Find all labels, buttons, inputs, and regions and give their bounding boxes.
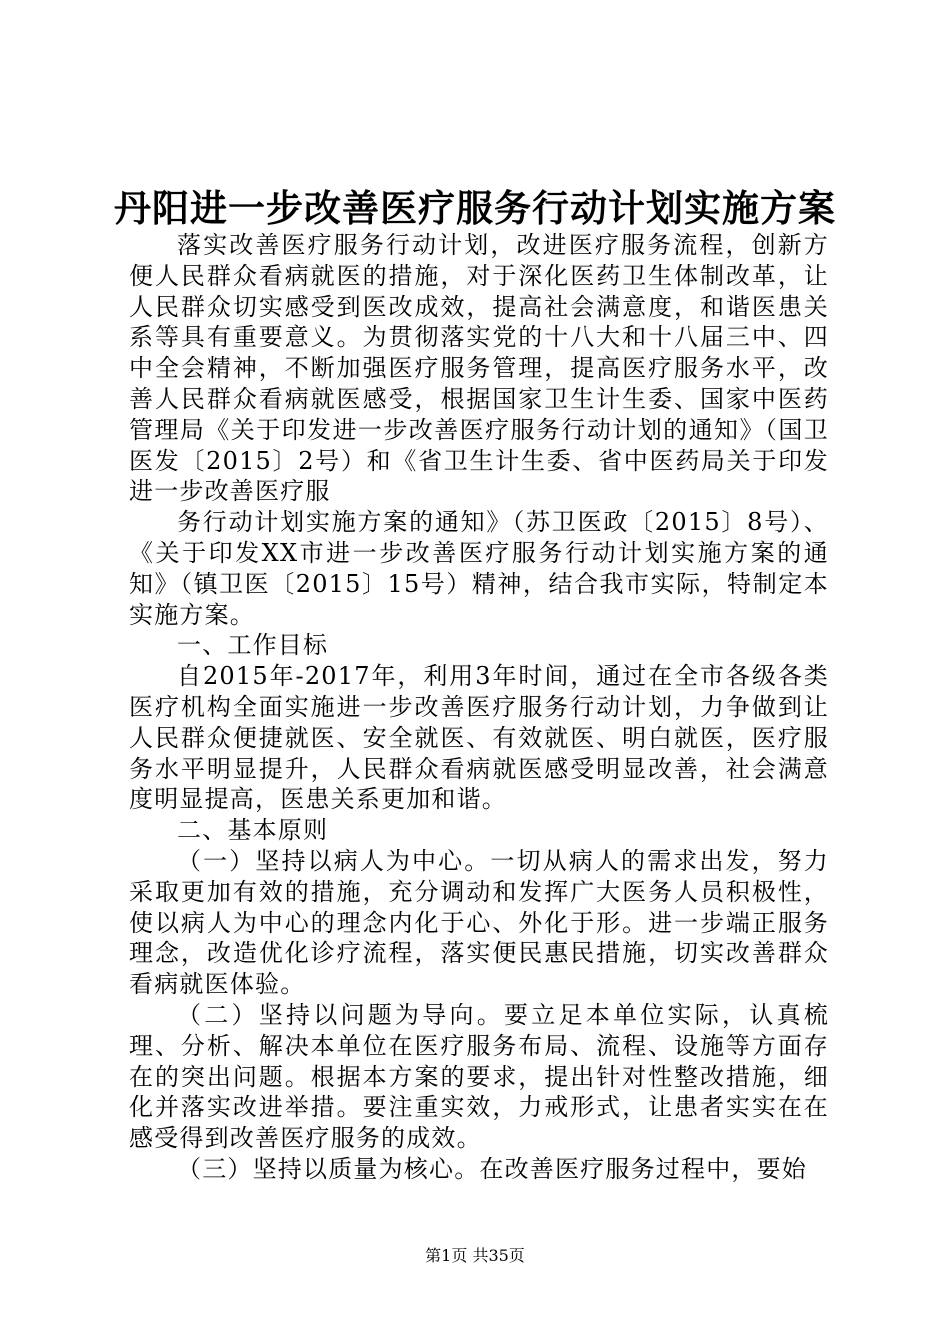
document-title: 丹阳进一步改善医疗服务行动计划实施方案 (114, 186, 836, 230)
section-heading-principles: 二、基本原则 (177, 816, 329, 845)
paragraph-intro-continued: 务行动计划实施方案的通知》（苏卫医政〔2015〕8号）、《关于印发XX市进一步改善医疗服务行动计划实施方案的通知》（镇卫医〔2015〕15号）精神，结合我市实际，特制定本实施方案。 (129, 508, 829, 629)
paragraph-principle-2: （二）坚持以问题为导向。要立足本单位实际，认真梳理、分析、解决本单位在医疗服务布局、流程、设施等方面存在的突出问题。根据本方案的要求，提出针对性整改措施，细化并落实改进举措。要注重实效，力戒形式，让患者实实在在感受得到改善医疗服务的成效。 (129, 1000, 829, 1153)
section-heading-goals: 一、工作目标 (177, 631, 329, 660)
page-number-footer: 第1页 共35页 (425, 1246, 525, 1265)
document-body (129, 230, 829, 1185)
paragraph-principle-3: （三）坚持以质量为核心。在改善医疗服务过程中，要始 (177, 1154, 807, 1183)
paragraph-principle-1: （一）坚持以病人为中心。一切从病人的需求出发，努力采取更加有效的措施，充分调动和发挥广大医务人员积极性，使以病人为中心的理念内化于心、外化于形。进一步端正服务理念，改造优化诊疗流程，落实便民惠民措施，切实改善群众看病就医体验。 (129, 846, 829, 999)
paragraph-intro: 落实改善医疗服务行动计划，改进医疗服务流程，创新方便人民群众看病就医的措施，对于深化医药卫生体制改革，让人民群众切实感受到医改成效，提高社会满意度，和谐医患关系等具有重要意义。为贯彻落实党的十八大和十八届三中、四中全会精神，不断加强医疗服务管理，提高医疗服务水平，改善人民群众看病就医感受，根据国家卫生计生委、国家中医药管理局《关于印发进一步改善医疗服务行动计划的通知》（国卫医发〔2015〕2号）和《省卫生计生委、省中医药局关于印发进一步改善医疗服 (129, 231, 829, 506)
paragraph-goals: 自2015年-2017年，利用3年时间，通过在全市各级各类医疗机构全面实施进一步改善医疗服务行动计划，力争做到让人民群众便捷就医、安全就医、有效就医、明白就医，医疗服务水平明显提升，人民群众看病就医感受明显改善，社会满意度明显提高，医患关系更加和谐。 (129, 662, 829, 814)
